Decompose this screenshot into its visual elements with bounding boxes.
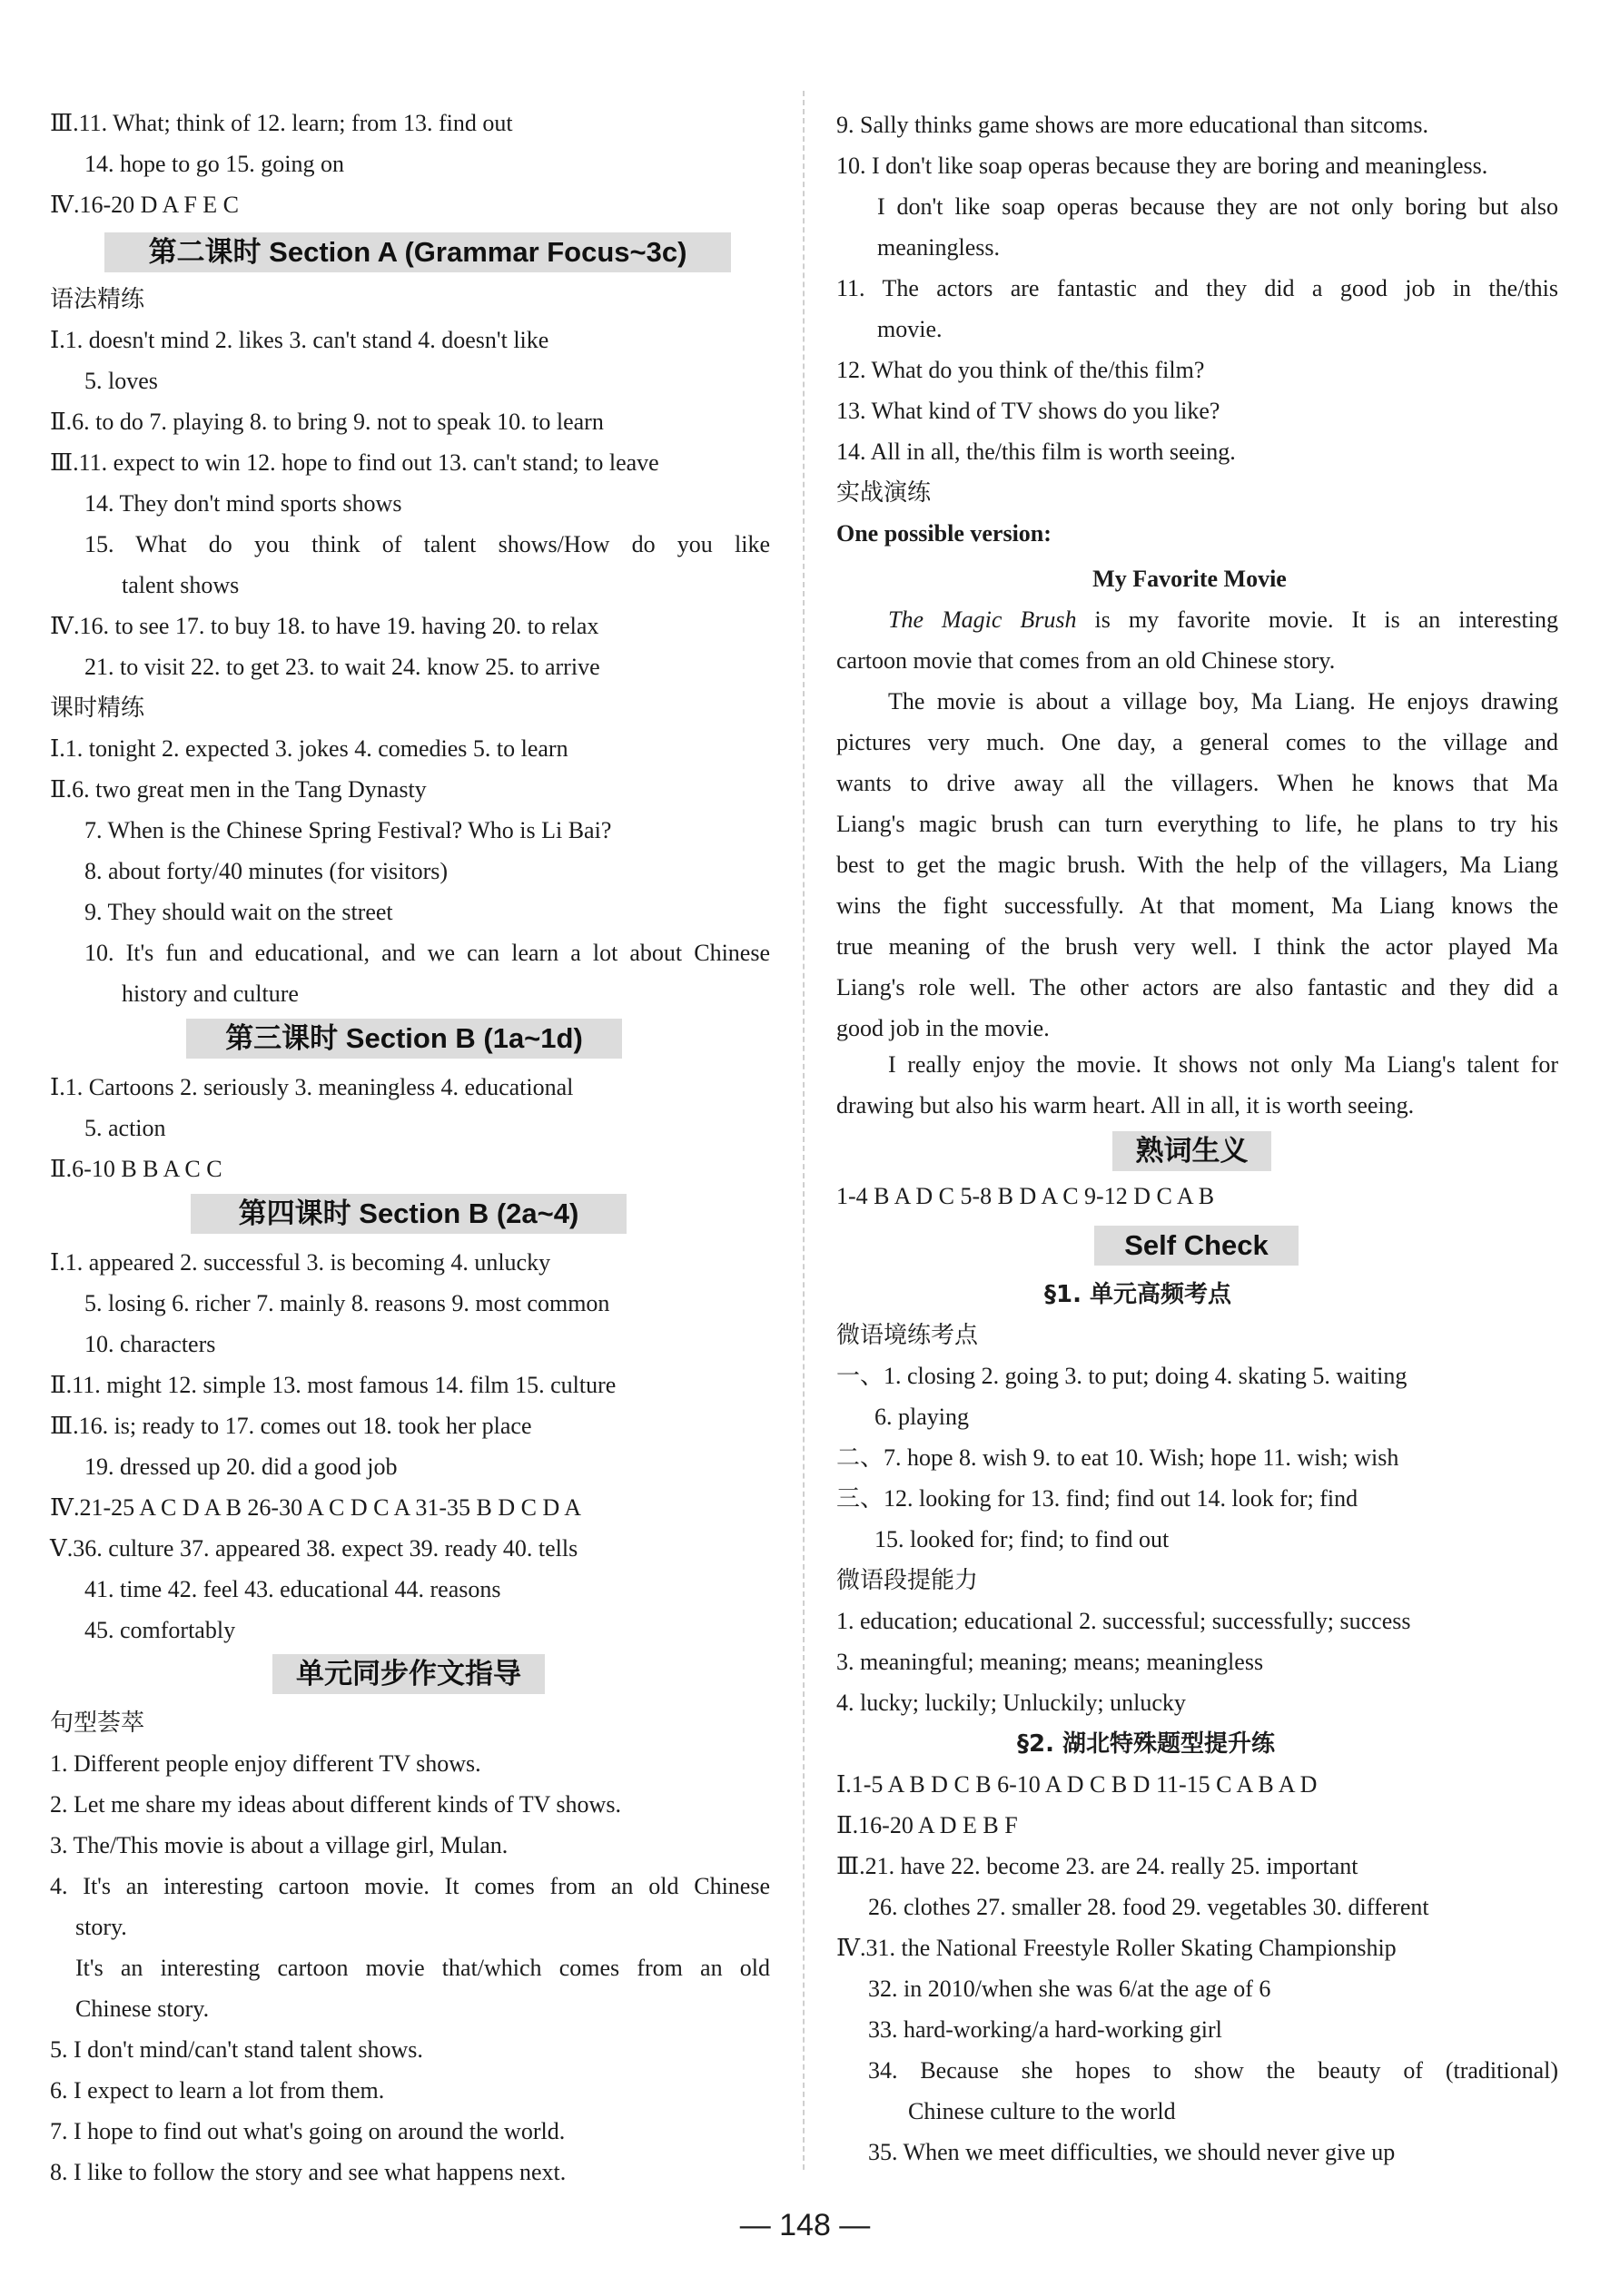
movie-title: The Magic Brush [888,606,1077,633]
essay-p2-line: best to get the magic brush. With the help of the villagers, Ma Liang [836,852,1558,878]
essay-p2-line: true meaning of the brush very well. I think the actor played Ma [836,933,1558,960]
left-line: 7. When is the Chinese Spring Festival? Who is Li Bai? [84,817,612,843]
right-line: One possible version: [836,520,1052,547]
essay-p2-line: Liang's role well. The other actors are also fantastic and they did a [836,974,1558,1000]
right-line: I really enjoy the movie. It shows not only Ma Liang's talent for [888,1051,1558,1078]
essay-p1-rest: is my favorite movie. It is an interesting [1076,606,1558,633]
section-header-self-check: Self Check [1094,1226,1299,1266]
left-line: 19. dressed up 20. did a good job [84,1453,398,1480]
section-header-familiar-words: 熟词生义 [1112,1131,1271,1171]
right-line: 9. Sally thinks game shows are more educational than sitcoms. [836,112,1429,138]
left-line: 3. The/This movie is about a village girl, Mulan. [50,1832,509,1858]
right-line: 6. playing [874,1404,969,1430]
section-header-1a-1d: 第三课时 Section B (1a~1d) [186,1019,622,1059]
left-line: 1. Different people enjoy different TV shows. [50,1750,481,1777]
left-line: 41. time 42. feel 43. educational 44. reasons [84,1576,501,1602]
right-line: 26. clothes 27. smaller 28. food 29. vegetables 30. different [868,1894,1429,1920]
right-line: meaningless. [877,234,1001,261]
right-line: 4. lucky; luckily; Unluckily; unlucky [836,1690,1186,1716]
left-line: Chinese story. [75,1995,210,2022]
right-line: 1. education; educational 2. successful; successfully; success [836,1608,1411,1634]
right-line: movie. [877,316,943,342]
left-line: 10. It's fun and educational, and we can learn a lot about Chinese [84,940,770,966]
essay-paragraph-1-line-2: cartoon movie that comes from an old Chinese story. [836,647,1336,674]
right-line: 实战演练 [836,479,932,507]
right-line: 二、7. hope 8. wish 9. to eat 10. Wish; hope 11. wish; wish [836,1444,1399,1471]
left-line: Ⅴ.36. culture 37. appeared 38. expect 39. ready 40. tells [50,1535,578,1562]
column-divider [803,91,805,2170]
left-line: story. [75,1914,127,1940]
right-line: 1-4 B A D C 5-8 B D A C 9-12 D C A B [836,1183,1215,1209]
right-line: 34. Because she hopes to show the beauty of (traditional) [868,2057,1558,2084]
right-line: 15. looked for; find; to find out [874,1526,1170,1552]
left-line: history and culture [122,980,299,1007]
right-line: 三、12. looking for 13. find; find out 14. look for; find [836,1485,1358,1512]
left-line: 21. to visit 22. to get 23. to wait 24. know 25. to arrive [84,654,600,680]
left-line: Ⅱ.6. two great men in the Tang Dynasty [50,776,427,803]
section-header-2a-4: 第四课时 Section B (2a~4) [191,1194,627,1234]
left-line: 4. It's an interesting cartoon movie. It comes from an old Chinese [50,1873,770,1899]
left-line: 课时精练 [50,695,145,722]
right-line: 10. I don't like soap operas because they are boring and meaningless. [836,153,1488,179]
left-line: 5. action [84,1115,166,1141]
left-line: Ⅱ.6. to do 7. playing 8. to bring 9. not to speak 10. to learn [50,409,604,435]
left-line: Ⅲ.11. expect to win 12. hope to find out 13. can't stand; to leave [50,449,659,476]
left-line: 5. losing 6. richer 7. mainly 8. reasons 9. most common [84,1290,610,1316]
page-number: — 148 — [739,2208,871,2242]
essay-paragraph-1-line-1 [888,604,1558,636]
essay-p2-line: Liang's magic brush can turn everything to life, he plans to try his [836,811,1558,837]
essay-p2-line: pictures very much. One day, a general comes to the village and [836,729,1558,755]
essay-p2-line: wins the fight successfully. At that moment, Ma Liang knows the [836,892,1558,919]
left-line: Ⅰ.1. doesn't mind 2. likes 3. can't stand 4. doesn't like [50,327,549,353]
left-line: talent shows [122,572,240,598]
right-line: §1. 单元高频考点 [1044,1281,1232,1308]
left-line: 句型荟萃 [50,1710,145,1737]
left-line: 语法精练 [50,286,145,313]
essay-p2-line: The movie is about a village boy, Ma Liang. He enjoys drawing [888,688,1558,714]
right-line: Chinese culture to the world [908,2098,1176,2124]
right-line: 微语段提能力 [836,1567,979,1594]
left-line: Ⅰ.1. Cartoons 2. seriously 3. meaningless 4. educational [50,1074,574,1100]
left-line: Ⅳ.16-20 D A F E C [50,192,239,218]
left-line: 10. characters [84,1331,216,1357]
left-line: 15. What do you think of talent shows/How do you like [84,531,770,557]
right-line: 13. What kind of TV shows do you like? [836,398,1220,424]
right-line: drawing but also his warm heart. All in all, it is worth seeing. [836,1092,1415,1118]
left-line: 45. comfortably [84,1617,236,1643]
left-line: 5. loves [84,368,158,394]
left-line: 8. I like to follow the story and see what happens next. [50,2159,567,2185]
left-line: Ⅰ.1. appeared 2. successful 3. is becoming 4. unlucky [50,1249,551,1276]
right-line: Ⅱ.16-20 A D E B F [836,1812,1018,1838]
left-line: 9. They should wait on the street [84,899,393,925]
right-line: 35. When we meet difficulties, we should never give up [868,2139,1396,2165]
essay-p2-line: good job in the movie. [836,1015,1050,1041]
essay-title: My Favorite Movie [1092,566,1287,592]
right-line: Ⅲ.21. have 22. become 23. are 24. really 25. important [836,1853,1358,1879]
right-line: 32. in 2010/when she was 6/at the age of 6 [868,1976,1271,2002]
right-line: 14. All in all, the/this film is worth seeing. [836,439,1236,465]
right-line: Ⅰ.1-5 A B D C B 6-10 A D C B D 11-15 C A B A D [836,1771,1318,1798]
left-line: 8. about forty/40 minutes (for visitors) [84,858,449,884]
left-line: Ⅱ.6-10 B B A C C [50,1156,222,1182]
right-line: 3. meaningful; meaning; means; meaningless [836,1649,1264,1675]
essay-p2-line: wants to drive away all the villagers. When he knows that Ma [836,770,1558,796]
left-line: Ⅰ.1. tonight 2. expected 3. jokes 4. comedies 5. to learn [50,735,568,762]
right-line: 微语境练考点 [836,1322,979,1349]
section-header-writing-guide: 单元同步作文指导 [272,1654,545,1694]
left-line: It's an interesting cartoon movie that/which comes from an old [75,1955,770,1981]
left-line: 14. hope to go 15. going on [84,151,344,177]
right-line: I don't like soap operas because they are not only boring but also [877,193,1558,220]
left-line: 14. They don't mind sports shows [84,490,402,517]
left-line: Ⅱ.11. might 12. simple 13. most famous 14. film 15. culture [50,1372,617,1398]
right-line: Ⅳ.31. the National Freestyle Roller Skating Championship [836,1935,1397,1961]
left-line: Ⅲ.16. is; ready to 17. comes out 18. took her place [50,1413,532,1439]
right-line: §2. 湖北特殊题型提升练 [1017,1730,1276,1758]
right-line: 11. The actors are fantastic and they did a good job in the/this [836,275,1558,301]
right-line: 33. hard-working/a hard-working girl [868,2016,1222,2043]
right-line: 12. What do you think of the/this film? [836,357,1205,383]
left-line: 7. I hope to find out what's going on around the world. [50,2118,566,2144]
left-line: 2. Let me share my ideas about different kinds of TV shows. [50,1791,621,1818]
left-line: Ⅳ.16. to see 17. to buy 18. to have 19. having 20. to relax [50,613,599,639]
left-line: 6. I expect to learn a lot from them. [50,2077,385,2104]
left-line: Ⅳ.21-25 A C D A B 26-30 A C D C A 31-35 B D C D A [50,1494,582,1521]
right-line: 一、1. closing 2. going 3. to put; doing 4. skating 5. waiting [836,1363,1408,1389]
left-line: Ⅲ.11. What; think of 12. learn; from 13. find out [50,110,513,136]
left-line: 5. I don't mind/can't stand talent shows. [50,2036,423,2063]
section-header-grammar: 第二课时 Section A (Grammar Focus~3c) [104,232,731,272]
